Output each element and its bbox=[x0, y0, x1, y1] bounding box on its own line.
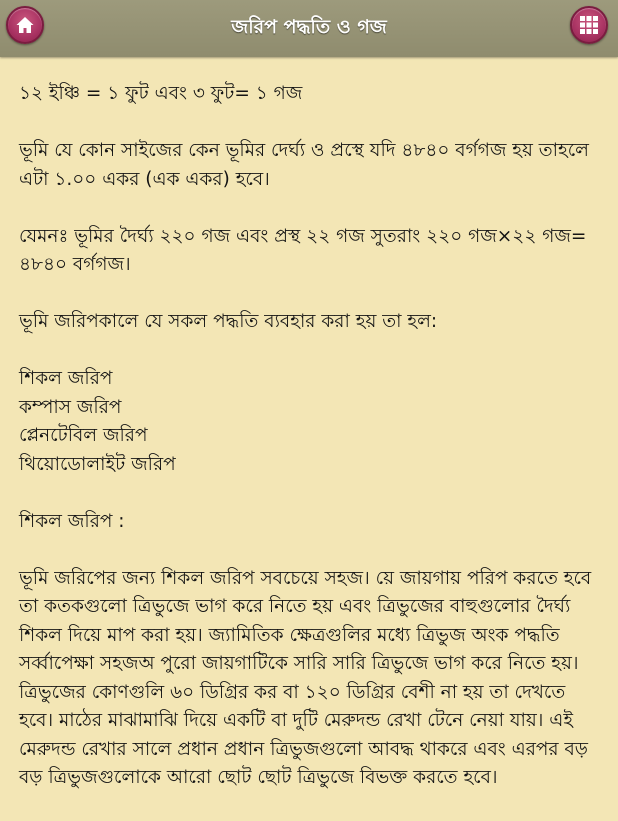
article-content bbox=[19, 80, 603, 821]
acre-definition-text: ভূমি যে কোন সাইজের কেন ভূমির দের্ঘ্য ও প্রস্থে যদি ৪৮৪০ বর্গগজ হয় তাহলে এটা ১.০০ একর (এক একর) হবে। bbox=[19, 140, 589, 190]
app-header bbox=[0, 0, 618, 57]
unit-conversion-text: ১২ ইঞ্চি = ১ ফুট এবং ৩ ফুট= ১ গজ bbox=[19, 83, 303, 104]
methods-intro-text: ভূমি জরিপকালে যে সকল পদ্ধতি ব্যবহার করা হয় তা হল: bbox=[19, 311, 438, 332]
page-title: জরিপ পদ্ধতি ও গজ bbox=[231, 16, 387, 38]
grid-menu-icon bbox=[579, 15, 599, 35]
chain-survey-description: ভূমি জরিপের জন্য শিকল জরিপ সবচেয়ে সহজ। য়ে জায়গায় পরিপ করতে হবে তা কতকগুলো ত্রিভুজে ভাগ করে নিতে হয় এবং ত্রিভুজের বাহুগুলোর দৈর্ঘ্য শিকল দিয়ে মাপ করা হয়। জ্যামিতিক ক্ষেত্রগুলির মধ্যে ত্রিভুজ অংক পদ্ধতি সর্ব্বাপেক্ষা সহজঅ পুরো জায়গাটিকে সারি সারি ত্রিভুজে ভাগ করে নিতে হয়। ত্রিভুজের কোণগুলি ৬০ ডিগ্রির কর বা ১২০ ডিগ্রির বেশী না হয় তা দেখতে হবে। মাঠের মাঝামাঝি দিয়ে একটি বা দুটি মেরুদন্ড রেখা টেনে নেয়া যায়। এই মেরুদন্ড রেখার সালে প্রধান প্রধান ত্রিভুজগুলো আবদ্ধ থাকরে এবং এরপর বড় বড় ত্রিভুজগুলোকে আরো ছোট ছোট ত্রিভুজে বিভক্ত করতে হবে। bbox=[19, 567, 592, 788]
section-heading: শিকল জরিপ : bbox=[19, 510, 125, 532]
list-item: প্লেনটেবিল জরিপ bbox=[19, 425, 148, 446]
example-text: যেমনঃ ভূমির দৈর্ঘ্য ২২০ গজ এবং প্রস্থ ২২ গজ সুতরাং ২২০ গজ×২২ গজ= ৪৮৪০ বর্গগজ। bbox=[19, 225, 587, 275]
list-item: শিকল জরিপ bbox=[19, 368, 113, 389]
list-item: কম্পাস জরিপ bbox=[19, 396, 122, 418]
methods-list bbox=[19, 365, 603, 479]
list-item: থিয়োডোলাইট জরিপ bbox=[19, 453, 176, 475]
home-icon bbox=[15, 15, 35, 35]
menu-button[interactable] bbox=[570, 6, 608, 44]
home-button[interactable] bbox=[6, 6, 44, 44]
